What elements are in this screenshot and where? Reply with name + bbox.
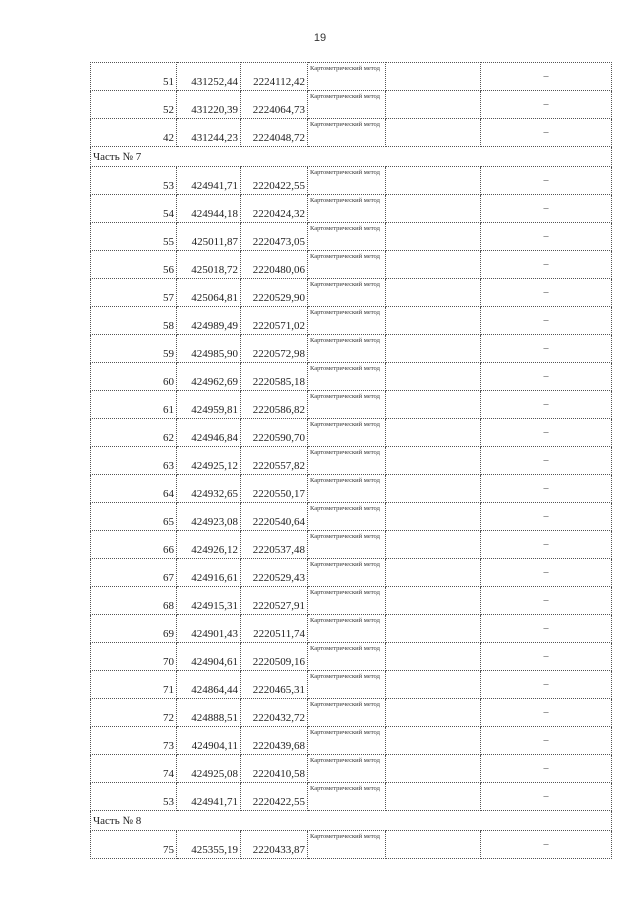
method-cell: Картометрический метод	[308, 559, 386, 587]
point-number-cell: 71	[91, 671, 177, 699]
precision-cell: –	[481, 475, 612, 503]
point-number-cell: 58	[91, 307, 177, 335]
table-row	[91, 335, 612, 363]
method-cell: Картометрический метод	[308, 447, 386, 475]
method-cell: Картометрический метод	[308, 615, 386, 643]
x-coordinate-cell: 424904,11	[177, 727, 241, 755]
empty-cell	[386, 531, 481, 559]
table-row	[91, 91, 612, 119]
table-row	[91, 643, 612, 671]
empty-cell	[386, 503, 481, 531]
method-cell: Картометрический метод	[308, 831, 386, 859]
method-cell: Картометрический метод	[308, 363, 386, 391]
empty-cell	[386, 307, 481, 335]
empty-cell	[386, 615, 481, 643]
method-cell: Картометрический метод	[308, 195, 386, 223]
empty-cell	[386, 419, 481, 447]
y-coordinate-cell: 2220422,55	[241, 167, 308, 195]
table-row	[91, 699, 612, 727]
empty-cell	[386, 475, 481, 503]
section-row	[91, 811, 612, 831]
precision-cell: –	[481, 307, 612, 335]
point-number-cell: 54	[91, 195, 177, 223]
table-row	[91, 307, 612, 335]
empty-cell	[386, 699, 481, 727]
point-number-cell: 72	[91, 699, 177, 727]
table-row	[91, 391, 612, 419]
x-coordinate-cell: 424888,51	[177, 699, 241, 727]
method-cell: Картометрический метод	[308, 167, 386, 195]
empty-cell	[386, 831, 481, 859]
section-label: Часть № 7	[91, 147, 612, 167]
x-coordinate-cell: 424941,71	[177, 167, 241, 195]
method-cell: Картометрический метод	[308, 279, 386, 307]
method-cell: Картометрический метод	[308, 63, 386, 91]
table-row	[91, 727, 612, 755]
x-coordinate-cell: 424926,12	[177, 531, 241, 559]
precision-cell: –	[481, 727, 612, 755]
precision-cell: –	[481, 503, 612, 531]
section-label: Часть № 8	[91, 811, 612, 831]
empty-cell	[386, 587, 481, 615]
table-row	[91, 63, 612, 91]
point-number-cell: 63	[91, 447, 177, 475]
precision-cell: –	[481, 63, 612, 91]
precision-cell: –	[481, 167, 612, 195]
point-number-cell: 68	[91, 587, 177, 615]
method-cell: Картометрический метод	[308, 475, 386, 503]
empty-cell	[386, 63, 481, 91]
x-coordinate-cell: 424901,43	[177, 615, 241, 643]
point-number-cell: 64	[91, 475, 177, 503]
precision-cell: –	[481, 419, 612, 447]
x-coordinate-cell: 425064,81	[177, 279, 241, 307]
y-coordinate-cell: 2220422,55	[241, 783, 308, 811]
x-coordinate-cell: 431252,44	[177, 63, 241, 91]
empty-cell	[386, 91, 481, 119]
precision-cell: –	[481, 363, 612, 391]
point-number-cell: 57	[91, 279, 177, 307]
method-cell: Картометрический метод	[308, 335, 386, 363]
y-coordinate-cell: 2220465,31	[241, 671, 308, 699]
empty-cell	[386, 119, 481, 147]
precision-cell: –	[481, 447, 612, 475]
table-row	[91, 755, 612, 783]
point-number-cell: 74	[91, 755, 177, 783]
empty-cell	[386, 363, 481, 391]
method-cell: Картометрический метод	[308, 391, 386, 419]
table-row	[91, 167, 612, 195]
method-cell: Картометрический метод	[308, 531, 386, 559]
empty-cell	[386, 755, 481, 783]
x-coordinate-cell: 424916,61	[177, 559, 241, 587]
x-coordinate-cell: 424864,44	[177, 671, 241, 699]
table-row	[91, 363, 612, 391]
y-coordinate-cell: 2220527,91	[241, 587, 308, 615]
point-number-cell: 62	[91, 419, 177, 447]
point-number-cell: 73	[91, 727, 177, 755]
table-row	[91, 119, 612, 147]
x-coordinate-cell: 425018,72	[177, 251, 241, 279]
y-coordinate-cell: 2224112,42	[241, 63, 308, 91]
y-coordinate-cell: 2220571,02	[241, 307, 308, 335]
y-coordinate-cell: 2220585,18	[241, 363, 308, 391]
precision-cell: –	[481, 783, 612, 811]
table-row	[91, 447, 612, 475]
page-number: 19	[313, 32, 327, 44]
point-number-cell: 69	[91, 615, 177, 643]
point-number-cell: 53	[91, 167, 177, 195]
table-row	[91, 615, 612, 643]
x-coordinate-cell: 424915,31	[177, 587, 241, 615]
empty-cell	[386, 195, 481, 223]
point-number-cell: 55	[91, 223, 177, 251]
empty-cell	[386, 335, 481, 363]
coordinates-table	[90, 62, 612, 859]
section-row	[91, 147, 612, 167]
table-row	[91, 503, 612, 531]
point-number-cell: 75	[91, 831, 177, 859]
point-number-cell: 65	[91, 503, 177, 531]
y-coordinate-cell: 2220557,82	[241, 447, 308, 475]
precision-cell: –	[481, 699, 612, 727]
point-number-cell: 60	[91, 363, 177, 391]
precision-cell: –	[481, 195, 612, 223]
point-number-cell: 56	[91, 251, 177, 279]
point-number-cell: 53	[91, 783, 177, 811]
empty-cell	[386, 559, 481, 587]
y-coordinate-cell: 2220572,98	[241, 335, 308, 363]
precision-cell: –	[481, 251, 612, 279]
empty-cell	[386, 783, 481, 811]
method-cell: Картометрический метод	[308, 119, 386, 147]
table-row	[91, 783, 612, 811]
method-cell: Картометрический метод	[308, 699, 386, 727]
table-row	[91, 559, 612, 587]
method-cell: Картометрический метод	[308, 251, 386, 279]
y-coordinate-cell: 2220509,16	[241, 643, 308, 671]
y-coordinate-cell: 2224048,72	[241, 119, 308, 147]
x-coordinate-cell: 431244,23	[177, 119, 241, 147]
table-row	[91, 531, 612, 559]
point-number-cell: 66	[91, 531, 177, 559]
y-coordinate-cell: 2224064,73	[241, 91, 308, 119]
empty-cell	[386, 671, 481, 699]
y-coordinate-cell: 2220590,70	[241, 419, 308, 447]
precision-cell: –	[481, 119, 612, 147]
precision-cell: –	[481, 223, 612, 251]
x-coordinate-cell: 424925,08	[177, 755, 241, 783]
x-coordinate-cell: 424962,69	[177, 363, 241, 391]
y-coordinate-cell: 2220439,68	[241, 727, 308, 755]
x-coordinate-cell: 424923,08	[177, 503, 241, 531]
x-coordinate-cell: 425355,19	[177, 831, 241, 859]
method-cell: Картометрический метод	[308, 755, 386, 783]
x-coordinate-cell: 431220,39	[177, 91, 241, 119]
empty-cell	[386, 279, 481, 307]
precision-cell: –	[481, 391, 612, 419]
y-coordinate-cell: 2220424,32	[241, 195, 308, 223]
table-row	[91, 195, 612, 223]
precision-cell: –	[481, 755, 612, 783]
x-coordinate-cell: 424941,71	[177, 783, 241, 811]
x-coordinate-cell: 424904,61	[177, 643, 241, 671]
point-number-cell: 42	[91, 119, 177, 147]
table-row	[91, 419, 612, 447]
y-coordinate-cell: 2220540,64	[241, 503, 308, 531]
method-cell: Картометрический метод	[308, 419, 386, 447]
precision-cell: –	[481, 279, 612, 307]
y-coordinate-cell: 2220537,48	[241, 531, 308, 559]
empty-cell	[386, 727, 481, 755]
y-coordinate-cell: 2220432,72	[241, 699, 308, 727]
y-coordinate-cell: 2220529,43	[241, 559, 308, 587]
precision-cell: –	[481, 531, 612, 559]
y-coordinate-cell: 2220529,90	[241, 279, 308, 307]
y-coordinate-cell: 2220511,74	[241, 615, 308, 643]
x-coordinate-cell: 424925,12	[177, 447, 241, 475]
point-number-cell: 61	[91, 391, 177, 419]
x-coordinate-cell: 424959,81	[177, 391, 241, 419]
empty-cell	[386, 167, 481, 195]
method-cell: Картометрический метод	[308, 503, 386, 531]
point-number-cell: 51	[91, 63, 177, 91]
point-number-cell: 70	[91, 643, 177, 671]
x-coordinate-cell: 424944,18	[177, 195, 241, 223]
table-row	[91, 223, 612, 251]
method-cell: Картометрический метод	[308, 91, 386, 119]
point-number-cell: 59	[91, 335, 177, 363]
y-coordinate-cell: 2220550,17	[241, 475, 308, 503]
y-coordinate-cell: 2220473,05	[241, 223, 308, 251]
y-coordinate-cell: 2220480,06	[241, 251, 308, 279]
method-cell: Картометрический метод	[308, 223, 386, 251]
x-coordinate-cell: 424985,90	[177, 335, 241, 363]
precision-cell: –	[481, 559, 612, 587]
method-cell: Картометрический метод	[308, 307, 386, 335]
precision-cell: –	[481, 91, 612, 119]
precision-cell: –	[481, 335, 612, 363]
method-cell: Картометрический метод	[308, 783, 386, 811]
empty-cell	[386, 391, 481, 419]
empty-cell	[386, 447, 481, 475]
table-row	[91, 475, 612, 503]
method-cell: Картометрический метод	[308, 587, 386, 615]
x-coordinate-cell: 424989,49	[177, 307, 241, 335]
empty-cell	[386, 643, 481, 671]
x-coordinate-cell: 425011,87	[177, 223, 241, 251]
y-coordinate-cell: 2220586,82	[241, 391, 308, 419]
table-row	[91, 279, 612, 307]
table-row	[91, 251, 612, 279]
precision-cell: –	[481, 671, 612, 699]
table-row	[91, 671, 612, 699]
precision-cell: –	[481, 831, 612, 859]
table-row	[91, 831, 612, 859]
point-number-cell: 52	[91, 91, 177, 119]
method-cell: Картометрический метод	[308, 671, 386, 699]
precision-cell: –	[481, 643, 612, 671]
y-coordinate-cell: 2220410,58	[241, 755, 308, 783]
method-cell: Картометрический метод	[308, 643, 386, 671]
x-coordinate-cell: 424932,65	[177, 475, 241, 503]
y-coordinate-cell: 2220433,87	[241, 831, 308, 859]
point-number-cell: 67	[91, 559, 177, 587]
table-row	[91, 587, 612, 615]
x-coordinate-cell: 424946,84	[177, 419, 241, 447]
coordinates-table-body	[91, 63, 612, 859]
precision-cell: –	[481, 587, 612, 615]
empty-cell	[386, 251, 481, 279]
precision-cell: –	[481, 615, 612, 643]
empty-cell	[386, 223, 481, 251]
method-cell: Картометрический метод	[308, 727, 386, 755]
